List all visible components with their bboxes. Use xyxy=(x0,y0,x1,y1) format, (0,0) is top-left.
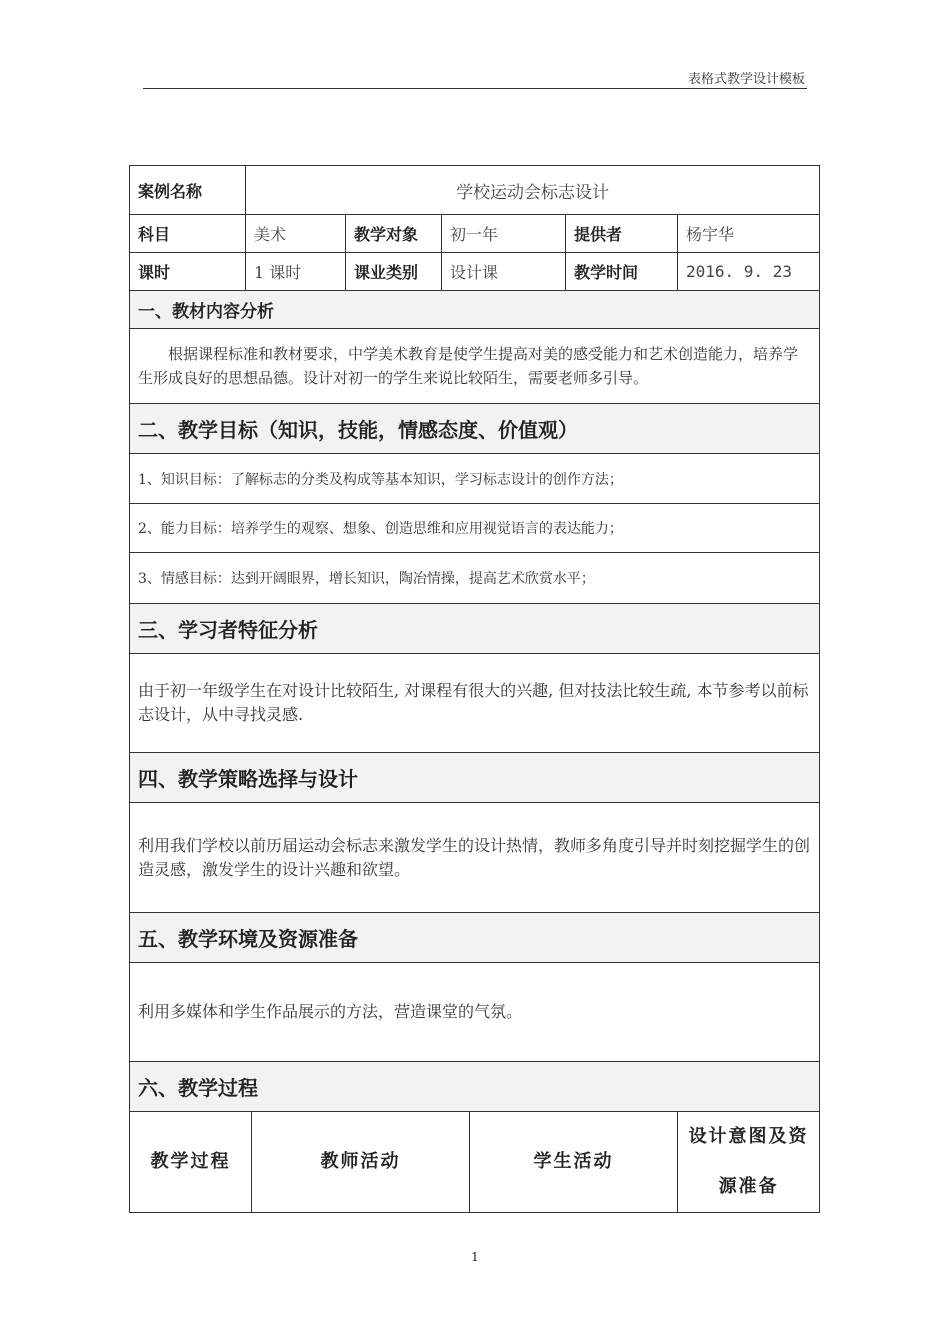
column-header-process: 教学过程 xyxy=(130,1112,252,1213)
course-type-label: 课业类别 xyxy=(346,253,442,291)
page-header-title: 表格式教学设计模板 xyxy=(687,72,805,87)
section-5-content-row xyxy=(130,963,820,1062)
goal-row xyxy=(130,553,820,604)
goal-item-emotion: 3、情感目标：达到开阔眼界，增长知识，陶冶情操，提高艺术欣赏水平； xyxy=(130,553,820,604)
section-2-title: 二、教学目标（知识，技能，情感态度、价值观） xyxy=(130,404,820,454)
goal-row xyxy=(130,454,820,504)
lesson-plan-table xyxy=(129,165,820,1213)
process-header-row xyxy=(130,1112,820,1213)
column-header-student-activity: 学生活动 xyxy=(470,1112,678,1213)
section-3-content-row xyxy=(130,654,820,753)
section-5-text: 利用多媒体和学生作品展示的方法，营造课堂的气氛。 xyxy=(130,963,820,1062)
subject-label: 科目 xyxy=(130,215,246,253)
section-5-header-row xyxy=(130,913,820,963)
subject-value: 美术 xyxy=(246,215,346,253)
column-header-design-intent: 设计意图及资源准备 xyxy=(678,1112,820,1213)
page-number: 1 xyxy=(471,1250,479,1264)
goal-item-knowledge: 1、知识目标：了解标志的分类及构成等基本知识，学习标志设计的创作方法； xyxy=(130,454,820,504)
section-4-header-row xyxy=(130,753,820,803)
section-1-header-row xyxy=(130,291,820,329)
course-type-value: 设计课 xyxy=(442,253,566,291)
section-1-title: 一、教材内容分析 xyxy=(130,291,820,329)
target-value: 初一年 xyxy=(442,215,566,253)
case-name-row xyxy=(130,166,820,215)
case-name-value: 学校运动会标志设计 xyxy=(246,166,820,215)
teaching-time-label: 教学时间 xyxy=(566,253,678,291)
section-2-header-row xyxy=(130,404,820,454)
goal-item-ability: 2、能力目标：培养学生的观察、想象、创造思维和应用视觉语言的表达能力； xyxy=(130,504,820,553)
section-1-content-row xyxy=(130,329,820,404)
goal-row xyxy=(130,504,820,553)
section-3-title: 三、学习者特征分析 xyxy=(130,604,820,654)
teaching-time-value: 2016. 9. 23 xyxy=(678,253,820,291)
section-6-title: 六、教学过程 xyxy=(130,1062,820,1112)
provider-value: 杨宇华 xyxy=(678,215,820,253)
provider-label: 提供者 xyxy=(566,215,678,253)
case-name-label: 案例名称 xyxy=(130,166,246,215)
hours-label: 课时 xyxy=(130,253,246,291)
subject-row xyxy=(130,215,820,253)
target-label: 教学对象 xyxy=(346,215,442,253)
section-4-title: 四、教学策略选择与设计 xyxy=(130,753,820,803)
section-4-text: 利用我们学校以前历届运动会标志来激发学生的设计热情，教师多角度引导并时刻挖掘学生的创造灵感，激发学生的设计兴趣和欲望。 xyxy=(130,803,820,913)
section-6-header-row xyxy=(130,1062,820,1112)
hours-value: 1 课时 xyxy=(246,253,346,291)
section-1-text: 根据课程标准和教材要求，中学美术教育是使学生提高对美的感受能力和艺术创造能力，培养学生形成良好的思想品德。设计对初一的学生来说比较陌生，需要老师多引导。 xyxy=(130,329,820,404)
header-divider xyxy=(143,88,807,89)
section-4-content-row xyxy=(130,803,820,913)
section-3-header-row xyxy=(130,604,820,654)
column-header-teacher-activity: 教师活动 xyxy=(252,1112,470,1213)
hours-row xyxy=(130,253,820,291)
section-5-title: 五、教学环境及资源准备 xyxy=(130,913,820,963)
section-3-text: 由于初一年级学生在对设计比较陌生, 对课程有很大的兴趣, 但对技法比较生疏, 本节参考以前标志设计，从中寻找灵感. xyxy=(130,654,820,753)
